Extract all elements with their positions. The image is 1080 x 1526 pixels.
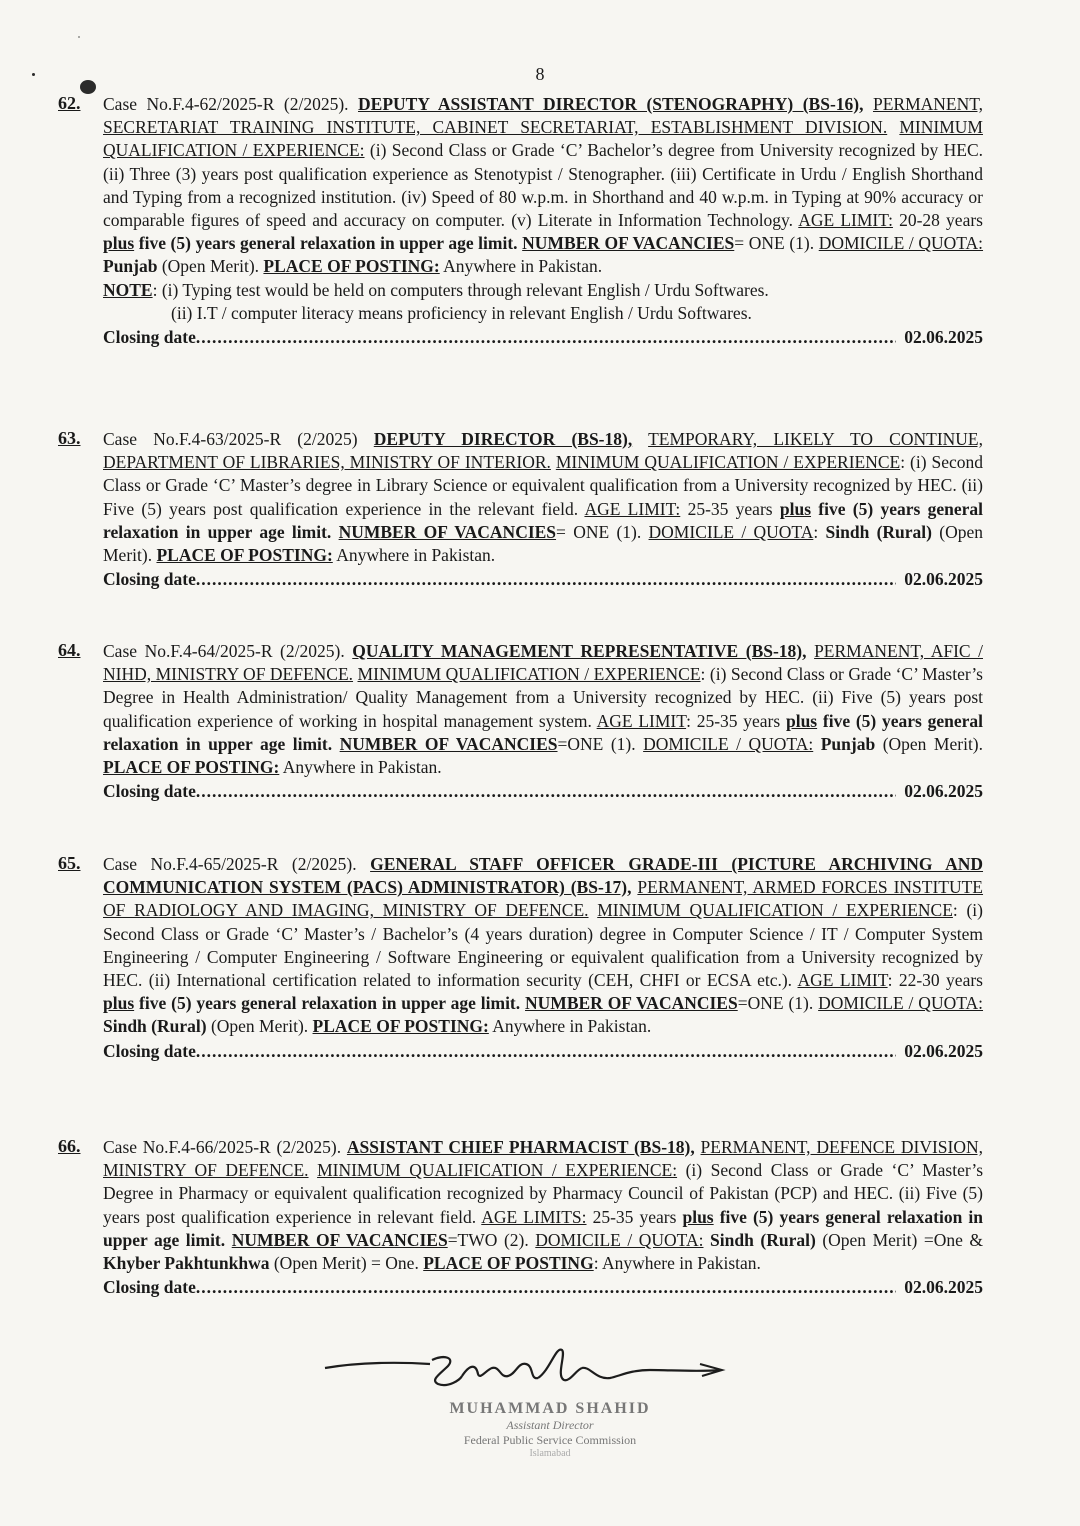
entry-body [103, 640, 983, 803]
vacancy-entry [58, 640, 983, 803]
vacancy-entry [58, 1136, 983, 1299]
vacancies-text: = ONE (1). [556, 521, 642, 542]
domicile-label: DOMICILE / QUOTA: [818, 233, 984, 254]
domicile-label: DOMICILE / QUOTA: [818, 993, 984, 1014]
note-label: NOTE [103, 279, 153, 300]
posting-text: Anywhere in Pakistan. [492, 1016, 652, 1037]
closing-label: Closing date [103, 1040, 196, 1061]
relaxation-text: five (5) years general relaxation in upper age limit. [103, 498, 983, 542]
vacancies-label: NUMBER OF VACANCIES [338, 521, 557, 542]
entry-body [103, 428, 983, 591]
posting-text: Anywhere in Pakistan. [282, 757, 442, 778]
post-title: DEPUTY DIRECTOR (BS-18), [373, 429, 633, 449]
entry-number: 65. [58, 853, 81, 873]
case-number: Case No.F.4-65/2025-R (2/2025). [103, 854, 357, 874]
domicile-text: (Open Merit) =One & [822, 1229, 984, 1250]
domicile-text: (Open Merit). [210, 1016, 309, 1037]
post-description: PERMANENT, AFIC / NIHD, MINISTRY OF DEFENCE. [103, 641, 983, 685]
posting-label: PLACE OF POSTING: [156, 545, 333, 566]
plus-word: plus [779, 498, 812, 519]
relaxation-text: five (5) years general relaxation in upper age limit. [138, 233, 518, 254]
age-limit-label: AGE LIMIT [596, 710, 687, 731]
plus-word: plus [785, 710, 818, 731]
qualification-text: : (i) Second Class or Grade ‘C’ Master’s Degree in Health Administration/ Quality Management from a University recognized by HEC. (ii) Five (5) years post qualification experience of working in hospital management system. [103, 664, 983, 731]
closing-date-row [103, 568, 983, 591]
qualification-text: (i) Second Class or Grade ‘C’ Bachelor’s degree from University recognized by HEC. (ii) Three (3) years post qualification experience as Stenotypist / Stenographer. (iii) Certificate in Urdu / English Shorthand and Typing from a recognized institution. (iv) Speed of 80 w.p.m. in Shorthand and 40 w.p.m. in Typing at 90% accuracy or comparable figures of speed and accuracy on computer. (v) Literate in Information Technology. [103, 140, 983, 231]
entry-number: 62. [58, 93, 81, 113]
age-limit-label: AGE LIMITS: [481, 1206, 587, 1227]
post-title: DEPUTY ASSISTANT DIRECTOR (STENOGRAPHY) (BS-16), [358, 94, 864, 114]
closing-label: Closing date [103, 1277, 196, 1298]
plus-word: plus [682, 1206, 714, 1227]
vacancies-label: NUMBER OF VACANCIES [231, 1229, 448, 1250]
posting-label: PLACE OF POSTING: [103, 757, 280, 778]
vacancy-entry [58, 853, 983, 1063]
page-number: 8 [535, 64, 545, 84]
domicile-value: Sindh (Rural) [710, 1229, 816, 1250]
relaxation-text: five (5) years general relaxation in upper age limit. [103, 1206, 984, 1250]
posting-text: Anywhere in Pakistan. [336, 545, 496, 566]
relaxation-text: five (5) years general relaxation in upper age limit. [103, 710, 983, 754]
qualification-text: : (i) Second Class or Grade ‘C’ Master’s degree in Library Science or equivalent qualification from a University recognized by HEC. (ii) Five (5) years post qualification experience in the relevant field. [103, 452, 983, 519]
qualification-text: : (i) Second Class or Grade ‘C’ Master’s / Bachelor’s (4 years duration) degree in Computer Science / IT / Computer System Engineering / Computer Engineering / Software Engineering or equivalent qualification from a University recognized by HEC. (ii) International certification related to information security (CEH, CHFI or ECSA etc.). [103, 900, 983, 991]
closing-date-row [103, 326, 983, 349]
entry-number: 66. [58, 1136, 81, 1156]
relaxation-text: five (5) years general relaxation in upper age limit. [139, 993, 521, 1014]
post-description: PERMANENT, SECRETARIAT TRAINING INSTITUTE, CABINET SECRETARIAT, ESTABLISHMENT DIVISION. [103, 94, 984, 138]
posting-text: Anywhere in Pakistan. [443, 256, 603, 277]
closing-label: Closing date [103, 781, 196, 802]
age-limit-text: : 22-30 years [887, 970, 983, 991]
post-title: GENERAL STAFF OFFICER GRADE-III (PICTURE ARCHIVING AND COMMUNICATION SYSTEM (PACS) ADMINISTRATOR) (BS-17), [103, 854, 984, 898]
post-title: ASSISTANT CHIEF PHARMACIST (BS-18), [346, 1137, 695, 1157]
closing-date-row [103, 1276, 983, 1299]
domicile-value: Sindh (Rural) [825, 521, 932, 542]
case-number: Case No.F.4-62/2025-R (2/2025). [103, 94, 349, 114]
domicile-separator: : [813, 521, 819, 542]
closing-date: 02.06.2025 [904, 781, 983, 802]
vacancies-text: = ONE (1). [734, 233, 815, 254]
entry-number: 64. [58, 640, 81, 660]
age-limit-label: AGE LIMIT: [584, 498, 681, 519]
age-limit-text: : 25-35 years [686, 710, 781, 731]
posting-label: PLACE OF POSTING: [312, 1016, 489, 1037]
leader-dots [196, 326, 896, 349]
vacancy-entry [58, 428, 983, 591]
case-number: Case No.F.4-63/2025-R (2/2025) [103, 429, 358, 449]
case-number: Case No.F.4-64/2025-R (2/2025). [103, 641, 345, 661]
domicile-text-2: (Open Merit) = One. [273, 1253, 419, 1274]
closing-date: 02.06.2025 [904, 1277, 983, 1298]
leader-dots [196, 568, 896, 591]
signatory-name: MUHAMMAD SHAHID [449, 1400, 651, 1417]
post-title: QUALITY MANAGEMENT REPRESENTATIVE (BS-18), [352, 641, 807, 661]
qualification-label: MINIMUM QUALIFICATION / EXPERIENCE [597, 900, 953, 921]
qualification-label: MINIMUM QUALIFICATION / EXPERIENCE: [317, 1160, 678, 1181]
vacancies-label: NUMBER OF VACANCIES [522, 233, 735, 254]
domicile-value-2: Khyber Pakhtunkhwa [103, 1253, 270, 1274]
vacancies-label: NUMBER OF VACANCIES [339, 733, 558, 754]
closing-date: 02.06.2025 [904, 1040, 983, 1061]
age-limit-text: 25-35 years [592, 1206, 677, 1227]
vacancies-text: =TWO (2). [447, 1229, 529, 1250]
qualification-label: MINIMUM QUALIFICATION / EXPERIENCE [357, 664, 701, 685]
domicile-value: Punjab [820, 733, 876, 754]
case-number: Case No.F.4-66/2025-R (2/2025). [103, 1137, 342, 1157]
domicile-text: (Open Merit). [882, 733, 984, 754]
posting-label: PLACE OF POSTING [423, 1253, 594, 1274]
vacancies-text: =ONE (1). [737, 993, 814, 1014]
signatory-title: Assistant Director [506, 1418, 594, 1432]
closing-label: Closing date [103, 327, 196, 348]
domicile-text: (Open Merit). [161, 256, 260, 277]
plus-word: plus [103, 233, 135, 254]
leader-dots [196, 780, 896, 803]
age-limit-label: AGE LIMIT [797, 970, 888, 991]
note-line [103, 279, 983, 302]
qualification-label: MINIMUM QUALIFICATION / EXPERIENCE: [103, 117, 983, 161]
age-limit-label: AGE LIMIT: [798, 210, 893, 231]
entry-body [103, 853, 983, 1063]
signatory-city: Islamabad [529, 1448, 571, 1459]
leader-dots [196, 1276, 896, 1299]
closing-date-row [103, 1040, 983, 1063]
domicile-value: Sindh (Rural) [103, 1016, 207, 1037]
qualification-text: (i) Second Class or Grade ‘C’ Master’s Degree in Pharmacy or equivalent qualification recognized by Pharmacy Council of Pakistan (PCP) and HEC. (ii) Five (5) years post qualification experience in relevant field. [103, 1160, 984, 1227]
closing-date: 02.06.2025 [904, 327, 983, 348]
closing-date: 02.06.2025 [904, 569, 983, 590]
post-description: TEMPORARY, LIKELY TO CONTINUE, DEPARTMENT OF LIBRARIES, MINISTRY OF INTERIOR. [103, 429, 983, 473]
closing-label: Closing date [103, 569, 196, 590]
domicile-label: DOMICILE / QUOTA: [535, 1229, 704, 1250]
signatory-organization: Federal Public Service Commission [463, 1433, 637, 1447]
posting-text: : Anywhere in Pakistan. [593, 1253, 761, 1274]
vacancies-text: =ONE (1). [557, 733, 636, 754]
note-text-2: (ii) I.T / computer literacy means proficiency in relevant English / Urdu Softwares. [171, 302, 752, 323]
plus-word: plus [103, 993, 135, 1014]
domicile-label: DOMICILE / QUOTA [648, 521, 814, 542]
domicile-text: (Open Merit). [103, 521, 984, 566]
closing-date-row [103, 780, 983, 803]
domicile-label: DOMICILE / QUOTA: [643, 733, 814, 754]
domicile-value: Punjab [103, 256, 158, 277]
note-text: : (i) Typing test would be held on computers through relevant English / Urdu Softwares. [152, 279, 769, 300]
qualification-label: MINIMUM QUALIFICATION / EXPERIENCE [555, 452, 901, 473]
posting-label: PLACE OF POSTING: [263, 256, 440, 277]
vacancy-entry [58, 93, 983, 349]
post-description: PERMANENT, ARMED FORCES INSTITUTE OF RADIOLOGY AND IMAGING, MINISTRY OF DEFENCE. [103, 877, 984, 921]
vacancies-label: NUMBER OF VACANCIES [525, 993, 738, 1014]
leader-dots [196, 1040, 896, 1063]
scan-speck [78, 36, 80, 38]
entry-number: 63. [58, 428, 81, 448]
post-description: PERMANENT, DEFENCE DIVISION, MINISTRY OF DEFENCE. [103, 1137, 983, 1181]
signature-stamp [400, 1400, 700, 1459]
entry-body [103, 93, 983, 349]
age-limit-text: 25-35 years [687, 498, 773, 519]
age-limit-text: 20-28 years [899, 210, 983, 231]
entry-body [103, 1136, 983, 1299]
